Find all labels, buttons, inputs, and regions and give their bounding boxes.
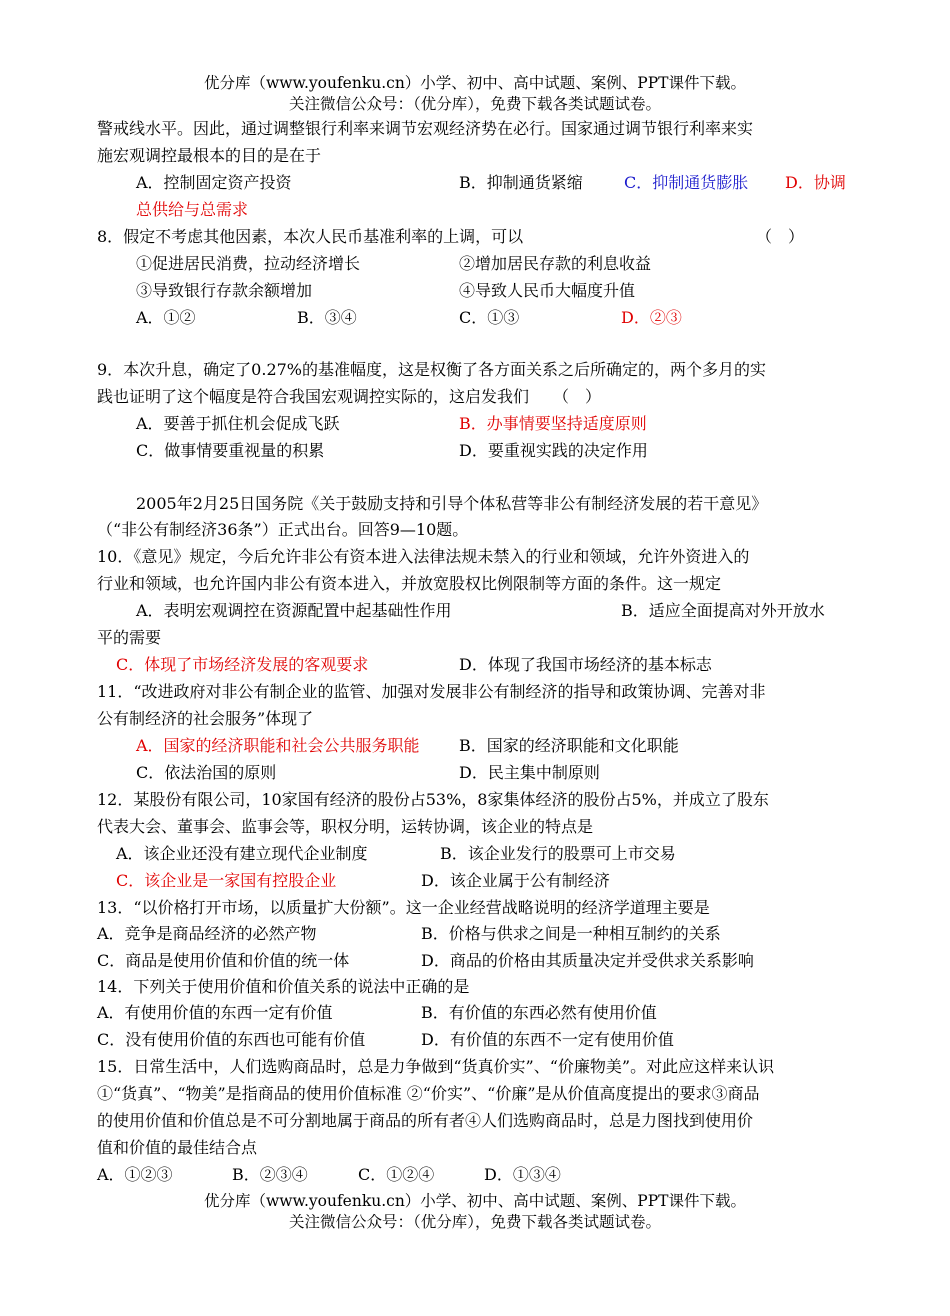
intro-line-2: （“非公有制经济36条”）正式出台。回答9—10题。 <box>97 520 469 539</box>
q10-stem-line-1: 10．《意见》规定，今后允许非公有资本进入法律法规未禁入的行业和领域，允许外资进入的 <box>97 547 750 566</box>
q8-option-d: D．②③ <box>621 308 682 327</box>
q15-stem-line-2: ①“货真”、“物美”是指商品的使用价值标准 ②“价实”、“价廉”是从价值高度提出的要求③商品 <box>97 1084 760 1103</box>
q13-option-d: D．商品的价格由其质量决定并受供求关系影响 <box>421 951 754 970</box>
q10-option-c: C．体现了市场经济发展的客观要求 <box>116 655 369 674</box>
q7-stem-line-2: 施宏观调控最根本的目的是在于 <box>97 146 322 165</box>
q14-option-a: A．有使用价值的东西一定有价值 <box>97 1003 333 1022</box>
q15-option-b: B．②③④ <box>232 1165 308 1184</box>
q15-option-c: C．①②④ <box>358 1165 435 1184</box>
q12-option-d: D．该企业属于公有制经济 <box>421 871 610 890</box>
q12-stem-line-1: 12．某股份有限公司，10家国有经济的股份占53%，8家集体经济的股份占5%，并成立了股东 <box>97 790 769 809</box>
q14-stem: 14．下列关于使用价值和价值关系的说法中正确的是 <box>97 977 470 996</box>
q12-option-b: B．该企业发行的股票可上市交易 <box>440 844 676 863</box>
q10-option-b-cont: 平的需要 <box>97 628 162 647</box>
q15-stem-line-4: 值和价值的最佳结合点 <box>97 1138 258 1157</box>
q9-stem-line-2: 践也证明了这个幅度是符合我国宏观调控实际的，这启发我们 （ ） <box>97 387 602 406</box>
q7-option-a: A．控制固定资产投资 <box>136 173 292 192</box>
q11-option-b: B．国家的经济职能和文化职能 <box>459 736 679 755</box>
q12-option-c: C．该企业是一家国有控股企业 <box>116 871 337 890</box>
header-line-1: 优分库（www.youfenku.cn）小学、初中、高中试题、案例、PPT课件下载。 <box>203 74 747 92</box>
q13-stem: 13．“以价格打开市场，以质量扩大份额”。这一企业经营战略说明的经济学道理主要是 <box>97 898 710 917</box>
q11-option-d: D．民主集中制原则 <box>459 763 600 782</box>
q7-option-d-cont: 总供给与总需求 <box>136 200 249 219</box>
q8-item-3: ③导致银行存款余额增加 <box>136 281 313 300</box>
footer-line-1: 优分库（www.youfenku.cn）小学、初中、高中试题、案例、PPT课件下载。 <box>203 1192 747 1210</box>
intro-line-1: 2005年2月25日国务院《关于鼓励支持和引导个体私营等非公有制经济发展的若干意见》 <box>136 494 768 513</box>
q14-option-d: D．有价值的东西不一定有使用价值 <box>421 1030 674 1049</box>
q8-item-4: ④导致人民币大幅度升值 <box>459 281 636 300</box>
q15-stem-line-3: 的使用价值和价值总是不可分割地属于商品的所有者④人们选购商品时，总是力图找到使用价 <box>97 1111 754 1130</box>
q10-option-d: D．体现了我国市场经济的基本标志 <box>459 655 712 674</box>
q13-option-b: B．价格与供求之间是一种相互制约的关系 <box>421 924 721 943</box>
q7-stem-line-1: 警戒线水平。因此，通过调整银行利率来调节宏观经济势在必行。国家通过调节银行利率来实 <box>97 119 754 138</box>
header-line-2: 关注微信公众号：（优分库），免费下载各类试题试卷。 <box>288 95 661 113</box>
q14-option-b: B．有价值的东西必然有使用价值 <box>421 1003 657 1022</box>
q8-item-1: ①促进居民消费，拉动经济增长 <box>136 254 361 273</box>
q10-option-a: A．表明宏观调控在资源配置中起基础性作用 <box>136 601 452 620</box>
q11-stem-line-2: 公有制经济的社会服务”体现了 <box>97 709 314 728</box>
q9-option-b: B．办事情要坚持适度原则 <box>459 414 647 433</box>
q15-stem-line-1: 15．日常生活中，人们选购商品时，总是力争做到“货真价实”、“价廉物美”。对此应这样来认识 <box>97 1057 775 1076</box>
q7-option-b: B．抑制通货紧缩 <box>459 173 583 192</box>
q8-option-a: A．①② <box>136 308 196 327</box>
q12-option-a: A．该企业还没有建立现代企业制度 <box>116 844 368 863</box>
footer-line-2: 关注微信公众号：（优分库），免费下载各类试题试卷。 <box>288 1213 661 1231</box>
q7-option-c: C．抑制通货膨胀 <box>624 173 749 192</box>
q9-option-c: C．做事情要重视量的积累 <box>136 441 325 460</box>
q9-stem-line-1: 9．本次升息，确定了0.27%的基准幅度，这是权衡了各方面关系之后所确定的，两个多月的实 <box>97 360 767 379</box>
q11-option-a: A．国家的经济职能和社会公共服务职能 <box>136 736 420 755</box>
q14-option-c: C．没有使用价值的东西也可能有价值 <box>97 1030 366 1049</box>
q8-option-b: B．③④ <box>297 308 357 327</box>
q9-option-a: A．要善于抓住机会促成飞跃 <box>136 414 340 433</box>
q10-option-b: B．适应全面提高对外开放水 <box>621 601 825 620</box>
q11-option-c: C．依法治国的原则 <box>136 763 277 782</box>
q15-option-d: D．①③④ <box>484 1165 561 1184</box>
q12-stem-line-2: 代表大会、董事会、监事会等，职权分明，运转协调，该企业的特点是 <box>97 817 594 836</box>
q8-answer-bracket: （ ） <box>756 227 805 246</box>
q8-stem: 8．假定不考虑其他因素，本次人民币基准利率的上调，可以 <box>97 227 524 246</box>
q10-stem-line-2: 行业和领域，也允许国内非公有资本进入，并放宽股权比例限制等方面的条件。这一规定 <box>97 574 722 593</box>
q8-option-c: C．①③ <box>459 308 520 327</box>
q7-option-d: D．协调 <box>785 173 846 192</box>
q15-option-a: A．①②③ <box>97 1165 173 1184</box>
q13-option-a: A．竞争是商品经济的必然产物 <box>97 924 317 943</box>
q9-option-d: D．要重视实践的决定作用 <box>459 441 648 460</box>
q13-option-c: C．商品是使用价值和价值的统一体 <box>97 951 350 970</box>
q8-item-2: ②增加居民存款的利息收益 <box>459 254 652 273</box>
q11-stem-line-1: 11．“改进政府对非公有制企业的监管、加强对发展非公有制经济的指导和政策协调、完善对非 <box>97 682 766 701</box>
